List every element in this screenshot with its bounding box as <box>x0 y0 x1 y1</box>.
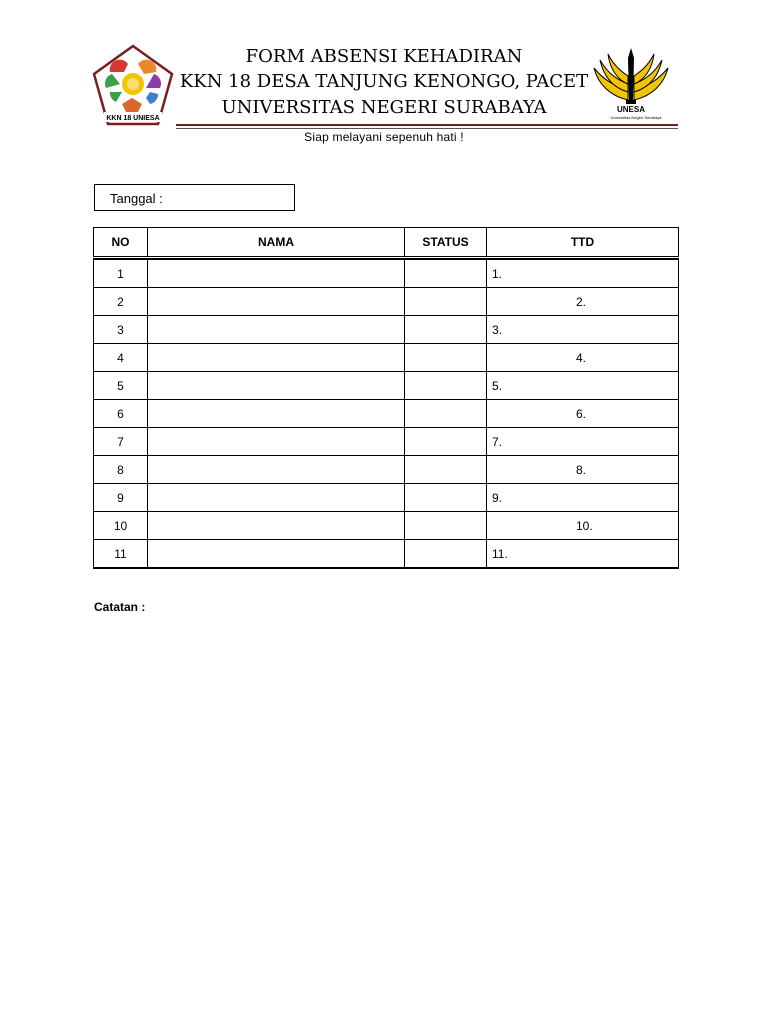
row-no: 3 <box>94 316 148 344</box>
row-no: 6 <box>94 400 148 428</box>
table-row <box>94 512 679 540</box>
notes-label: Catatan : <box>94 600 146 614</box>
status-cell[interactable] <box>405 259 487 288</box>
status-cell[interactable] <box>405 456 487 484</box>
header-nama: NAMA <box>148 228 405 257</box>
name-cell[interactable] <box>148 400 405 428</box>
row-no: 2 <box>94 288 148 316</box>
signature-cell[interactable]: 6. <box>487 400 679 428</box>
name-cell[interactable] <box>148 540 405 569</box>
kkn-18-unesa-logo <box>92 44 174 128</box>
name-cell[interactable] <box>148 372 405 400</box>
status-cell[interactable] <box>405 428 487 456</box>
date-field[interactable] <box>94 184 295 211</box>
status-cell[interactable] <box>405 484 487 512</box>
name-cell[interactable] <box>148 259 405 288</box>
table-row <box>94 259 679 288</box>
header-no: NO <box>94 228 148 257</box>
tagline: Siap melayani sepenuh hati ! <box>304 130 464 144</box>
signature-cell[interactable]: 8. <box>487 456 679 484</box>
status-cell[interactable] <box>405 400 487 428</box>
signature-cell[interactable]: 11. <box>487 540 679 569</box>
unesa-logo <box>590 44 672 124</box>
table-row <box>94 316 679 344</box>
table-row <box>94 456 679 484</box>
header-rule-thin <box>176 128 678 129</box>
table-row <box>94 288 679 316</box>
signature-cell[interactable]: 9. <box>487 484 679 512</box>
row-no: 1 <box>94 259 148 288</box>
attendance-table <box>93 227 679 569</box>
signature-cell[interactable]: 4. <box>487 344 679 372</box>
row-no: 9 <box>94 484 148 512</box>
signature-cell[interactable]: 2. <box>487 288 679 316</box>
status-cell[interactable] <box>405 372 487 400</box>
table-row <box>94 344 679 372</box>
row-no: 8 <box>94 456 148 484</box>
name-cell[interactable] <box>148 288 405 316</box>
name-cell[interactable] <box>148 484 405 512</box>
status-cell[interactable] <box>405 540 487 569</box>
date-label: Tanggal : <box>110 191 163 206</box>
form-title: FORM ABSENSI KEHADIRAN <box>245 46 523 67</box>
table-row <box>94 540 679 569</box>
header-status: STATUS <box>405 228 487 257</box>
name-cell[interactable] <box>148 344 405 372</box>
table-row <box>94 400 679 428</box>
right-logo-subtext: Universitas Negeri Surabaya <box>610 115 662 120</box>
table-row <box>94 484 679 512</box>
name-cell[interactable] <box>148 456 405 484</box>
name-cell[interactable] <box>148 316 405 344</box>
row-no: 10 <box>94 512 148 540</box>
form-subtitle-university: UNIVERSITAS NEGERI SURABAYA <box>221 97 547 118</box>
status-cell[interactable] <box>405 288 487 316</box>
signature-cell[interactable]: 10. <box>487 512 679 540</box>
table-row <box>94 428 679 456</box>
name-cell[interactable] <box>148 512 405 540</box>
row-no: 11 <box>94 540 148 569</box>
signature-cell[interactable]: 5. <box>487 372 679 400</box>
signature-cell[interactable]: 7. <box>487 428 679 456</box>
header-rule-thick <box>176 124 678 126</box>
row-no: 5 <box>94 372 148 400</box>
header-ttd: TTD <box>487 228 679 257</box>
left-logo-text: KKN 18 UNIESA <box>106 115 160 122</box>
right-logo-text: UNESA <box>616 105 646 114</box>
signature-cell[interactable]: 1. <box>487 259 679 288</box>
name-cell[interactable] <box>148 428 405 456</box>
signature-cell[interactable]: 3. <box>487 316 679 344</box>
status-cell[interactable] <box>405 316 487 344</box>
table-row <box>94 372 679 400</box>
status-cell[interactable] <box>405 344 487 372</box>
status-cell[interactable] <box>405 512 487 540</box>
row-no: 4 <box>94 344 148 372</box>
row-no: 7 <box>94 428 148 456</box>
form-subtitle-kkn: KKN 18 DESA TANJUNG KENONGO, PACET <box>179 71 589 92</box>
